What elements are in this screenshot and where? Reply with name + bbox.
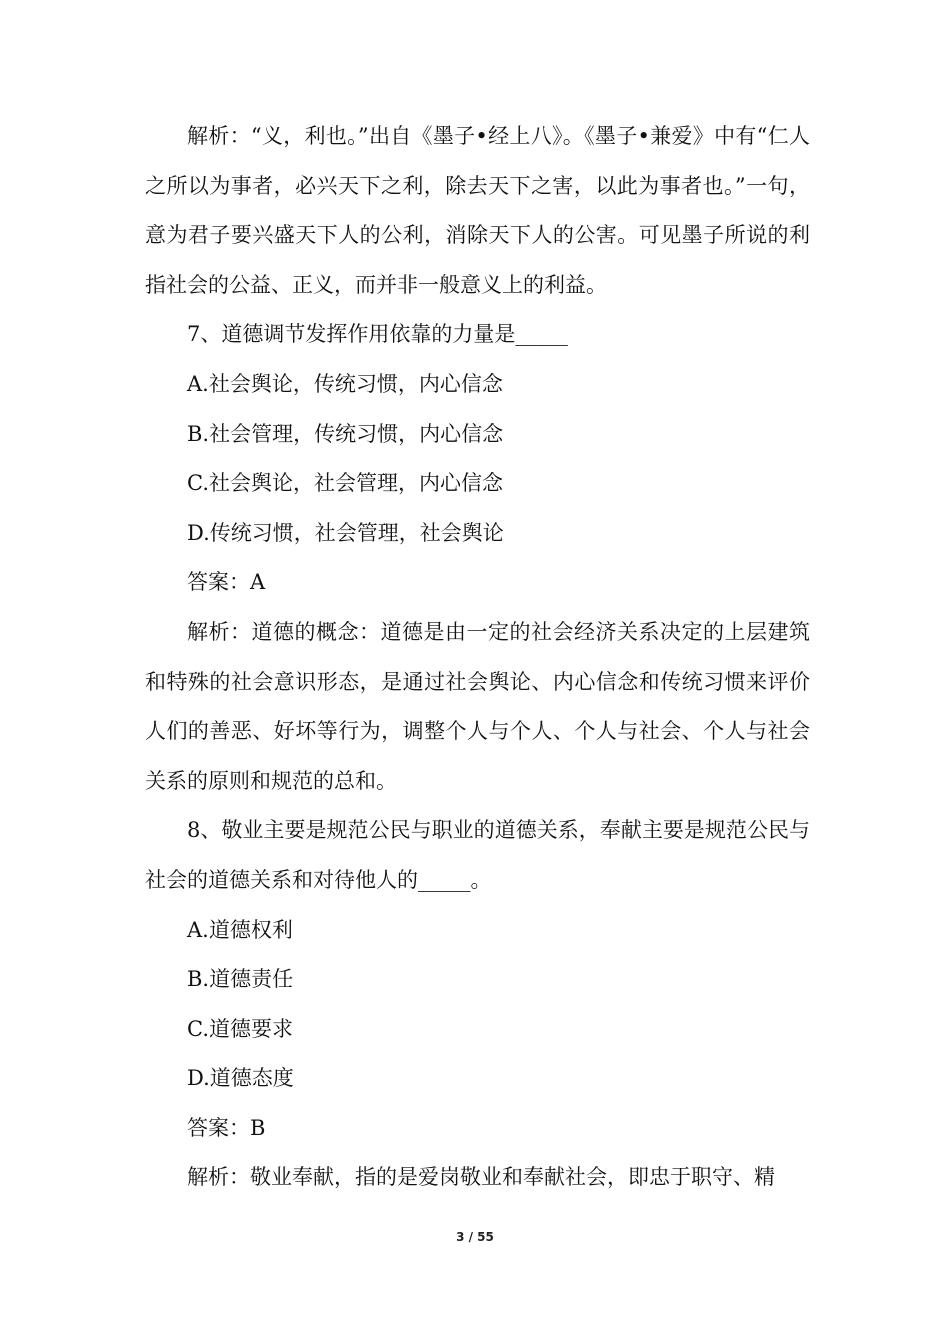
question-7-answer: 答案：A — [187, 570, 266, 595]
question-7: 7、道德调节发挥作用依靠的力量是_____ — [187, 322, 568, 347]
page-number: 3 / 55 — [456, 1230, 494, 1244]
question-8-option-b: B.道德责任 — [187, 967, 294, 992]
question-7-option-d: D.传统习惯，社会管理，社会舆论 — [187, 520, 504, 545]
question-8-answer: 答案：B — [187, 1115, 266, 1140]
question-8-option-d: D.道德态度 — [187, 1066, 294, 1091]
question-8-analysis: 解析：敬业奉献，指的是爱岗敬业和奉献社会，即忠于职守、精 — [187, 1165, 775, 1190]
question-7-option-b: B.社会管理，传统习惯，内心信念 — [187, 421, 504, 446]
question-8-option-a: A.道德权利 — [187, 917, 293, 942]
question-7-option-c: C.社会舆论，社会管理，内心信念 — [187, 471, 503, 496]
question-7-option-a: A.社会舆论，传统习惯，内心信念 — [187, 371, 503, 396]
document-body — [145, 112, 810, 1203]
question-7-analysis: 解析：道德的概念：道德是由一定的社会经济关系决定的上层建筑和特殊的社会意识形态，是通过社会舆论、内心信念和传统习惯来评价人们的善恶、好坏等行为，调整个人与个人、个人与社会、个人与社会关系的原则和规范的总和。 — [145, 619, 810, 793]
question-8-option-c: C.道德要求 — [187, 1016, 293, 1041]
analysis-paragraph-6: 解析：“义，利也。”出自《墨子•经上八》。《墨子•兼爱》中有“仁人之所以为事者，必兴天下之利，除去天下之害，以此为事者也。”一句，意为君子要兴盛天下人的公利，消除天下人的公害。可见墨子所说的利指社会的公益、正义，而并非一般意义上的利益。 — [145, 124, 810, 297]
question-8: 8、敬业主要是规范公民与职业的道德关系，奉献主要是规范公民与社会的道德关系和对待他人的_____。 — [145, 818, 810, 892]
